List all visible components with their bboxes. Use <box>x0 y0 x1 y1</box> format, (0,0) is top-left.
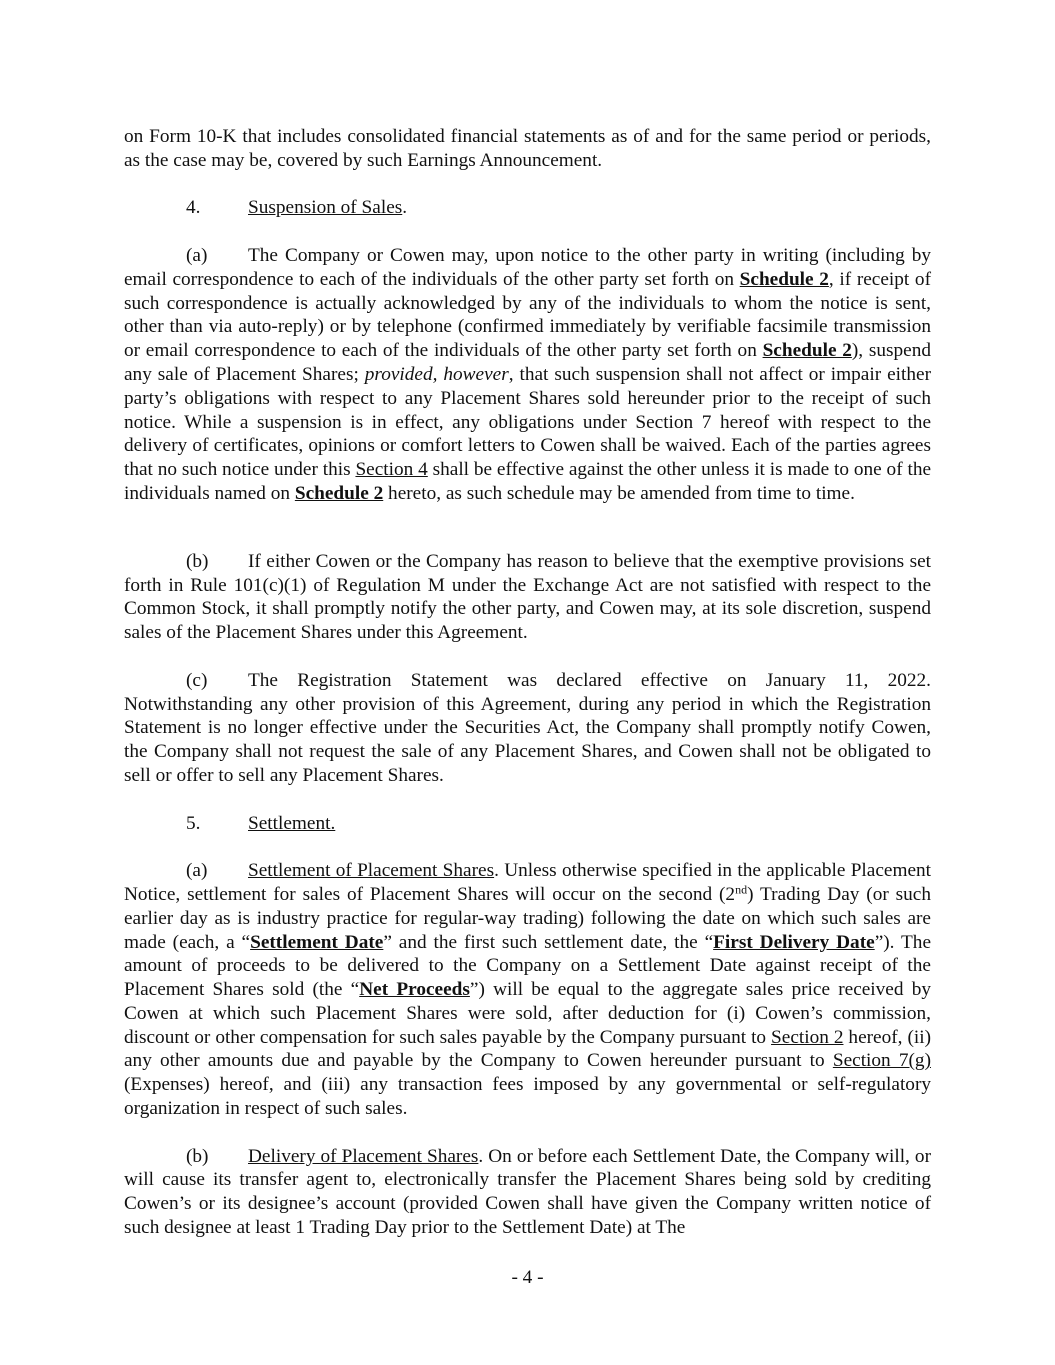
section-4b-paragraph: (b) If either Cowen or the Company has reason to believe that the exemptive provisions set forth in Rule 101(c)(1) of Regulation M under the Exchange Act are not satisfied with respect to the Common Stock, it shall promptly notify the other party, and Cowen may, at its sole discretion, suspend sales of the Placement Shares under this Agreement. <box>124 550 931 644</box>
document-body <box>124 125 931 1240</box>
section-4c-paragraph: (c) The Registration Statement was declared effective on January 11, 2022. Notwithstanding any other provision of this Agreement, during any period in which the Registration Statement is no longer effective under the Securities Act, the Company shall promptly notify Cowen, the Company shall not request the sale of any Placement Shares, and Cowen shall not be obligated to sell or offer to sell any Placement Shares. <box>124 669 931 786</box>
section-4-heading: 4. Suspension of Sales. <box>186 197 408 219</box>
page-number: - 4 - <box>511 1267 544 1288</box>
section-5-heading: 5. Settlement. <box>186 812 336 834</box>
section-5a-paragraph: (a) Settlement of Placement Shares. Unless otherwise specified in the applicable Placement Notice, settlement for sales of Placement Shares will occur on the second (2nd) Trading Day (or such earlier day as is industry practice for regular-way trading) following the date on which such sales are made (each, a “Settlement Date” and the first such settlement date, the “First Delivery Date”). The amount of proceeds to be delivered to the Company on a Settlement Date against receipt of the Placement Shares sold (the “Net Proceeds”) will be equal to the aggregate sales price received by Cowen at which such Placement Shares were sold, after deduction for (i) Cowen’s commission, discount or other compensation for such sales payable by the Company pursuant to Section 2 hereof, (ii) any other amounts due and payable by the Company to Cowen hereunder pursuant to Section 7(g) (Expenses) hereof, and (iii) any transaction fees imposed by any governmental or self-regulatory organization in respect of such sales. <box>124 860 932 1120</box>
section-4-title: Suspension of Sales <box>248 197 403 219</box>
section-4a-paragraph: (a) The Company or Cowen may, upon notice to the other party in writing (including by email correspondence to each of the individuals of the other party set forth on Schedule 2, if receipt of such correspondence is actually acknowledged by any of the individuals to whom the notice is sent, other than via auto-reply) or by telephone (confirmed immediately by verifiable facsimile transmission or email correspondence to each of the individuals of the other party set forth on Schedule 2), suspend any sale of Placement Shares; provided, however, that such suspension shall not affect or impair either party’s obligations with respect to any Placement Shares sold hereunder prior to the receipt of such notice. While a suspension is in effect, any obligations under Section 7 hereof with respect to the delivery of certificates, opinions or comfort letters to Cowen shall be waived. Each of the parties agrees that no such notice under this Section 4 shall be effective against the other unless it is made to one of the individuals named on Schedule 2 hereto, as such schedule may be amended from time to time. <box>124 244 932 504</box>
section-5-title: Settlement. <box>248 812 336 834</box>
paragraph-continuation: on Form 10-K that includes consolidated financial statements as of and for the same period or periods, as the case may be, covered by such Earnings Announcement. <box>124 126 931 171</box>
section-5b-paragraph: (b) Delivery of Placement Shares. On or before each Settlement Date, the Company will, or will cause its transfer agent to, electronically transfer the Placement Shares being sold by crediting Cowen’s or its designee’s account (provided Cowen shall have given the Company written notice of such designee at least 1 Trading Day prior to the Settlement Date) at The <box>124 1145 931 1239</box>
